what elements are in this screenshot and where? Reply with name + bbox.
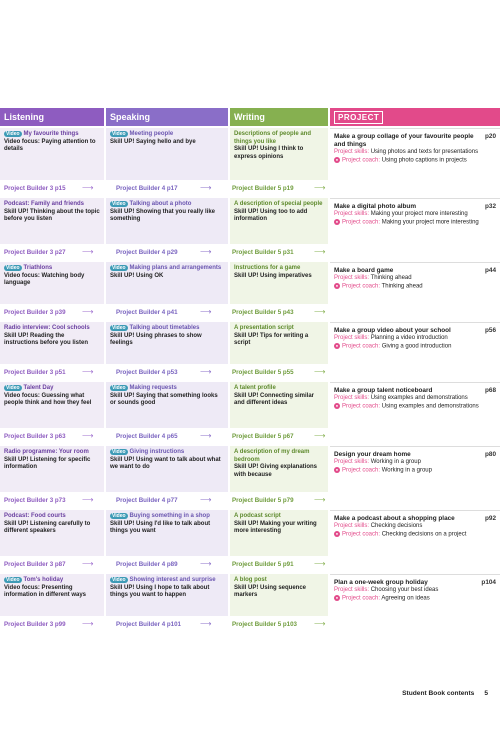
project-builder-link[interactable]: Project Builder 4 p65 [116, 433, 178, 440]
project-page: p44 [484, 267, 496, 274]
arrow-right-icon: ⟶ [82, 559, 94, 568]
writing-skill: Skill UP! Tips for writing a script [234, 332, 309, 347]
writing-skill: Skill UP! Using imperatives [234, 272, 312, 279]
listening-cell [0, 574, 104, 616]
writing-title: A talent profile [234, 385, 276, 391]
writing-cell [230, 322, 328, 364]
project-builder-link[interactable]: Project Builder 3 p73 [4, 497, 66, 504]
arrow-right-icon: ⟶ [314, 619, 326, 628]
speaking-skill: Skill UP! Using I hope to talk about things you want to happen [110, 584, 210, 599]
arrow-right-icon: ⟶ [314, 495, 326, 504]
project-builder-link[interactable]: Project Builder 3 p39 [4, 309, 66, 316]
project-title: p32 Make a digital photo album [334, 203, 496, 210]
project-builder-link[interactable]: Project Builder 3 p99 [4, 621, 66, 628]
writing-title: A blog post [234, 577, 267, 583]
project-builder-link[interactable]: Project Builder 3 p63 [4, 433, 66, 440]
writing-skill: Skill UP! Using I think to express opinions [234, 146, 304, 160]
speaking-cell [106, 128, 228, 180]
arrow-right-icon: ⟶ [200, 559, 212, 568]
project-builder-link[interactable]: Project Builder 3 p87 [4, 561, 66, 568]
listening-skill: Skill UP! Listening for specific information [4, 456, 91, 471]
project-cell [330, 322, 500, 364]
writing-cell [230, 128, 328, 180]
writing-cell [230, 262, 328, 304]
header-listening: Listening [0, 108, 104, 126]
writing-title: A presentation script [234, 325, 294, 331]
listening-skill: Skill UP! Reading the instructions before you listen [4, 332, 89, 347]
writing-cell [230, 446, 328, 492]
project-skills: Project skills: Making your project more interesting [334, 211, 468, 217]
project-builder-bar [0, 366, 500, 380]
writing-skill: Skill UP! Using sequence markers [234, 584, 307, 599]
listening-title: Podcast: Food courts [4, 513, 66, 519]
writing-cell [230, 382, 328, 428]
project-title: p80 Design your dream home [334, 451, 496, 458]
speaking-title: Video Meeting people [112, 131, 174, 137]
listening-cell [0, 322, 104, 364]
arrow-right-icon: ⟶ [82, 367, 94, 376]
project-skills: Project skills: Planning a video introduction [334, 335, 448, 341]
unit-row [0, 446, 500, 508]
project-builder-link[interactable]: Project Builder 5 p31 [232, 249, 294, 256]
listening-title: Podcast: Family and friends [4, 201, 85, 207]
project-page: p104 [481, 579, 496, 586]
arrow-right-icon: ⟶ [82, 183, 94, 192]
arrow-right-icon: ⟶ [82, 247, 94, 256]
project-title: p56 Make a group video about your school [334, 327, 496, 334]
coach-icon: ● [335, 594, 339, 600]
page-footer [402, 690, 488, 697]
speaking-cell [106, 510, 228, 556]
project-title: p92 Make a podcast about a shopping place [334, 515, 496, 522]
project-coach: ● Project coach: Using examples and demonstrations [335, 402, 479, 410]
project-builder-link[interactable]: Project Builder 4 p89 [116, 561, 178, 568]
project-builder-link[interactable]: Project Builder 3 p51 [4, 369, 66, 376]
project-builder-link[interactable]: Project Builder 5 p19 [232, 185, 294, 192]
writing-title: Descriptions of people and things you like [234, 131, 312, 145]
speaking-cell [106, 198, 228, 244]
listening-cell [0, 510, 104, 556]
arrow-right-icon: ⟶ [200, 307, 212, 316]
video-icon: Video [112, 385, 126, 391]
project-page: p92 [484, 515, 496, 522]
speaking-cell [106, 382, 228, 428]
coach-icon: ● [335, 156, 339, 162]
speaking-cell [106, 446, 228, 492]
project-skills: Project skills: Choosing your best ideas [334, 587, 439, 593]
speaking-title: Video Making requests [112, 385, 177, 391]
listening-title: Radio programme: Your room [4, 449, 89, 455]
project-title: p104 Plan a one-week group holiday [334, 579, 496, 586]
project-builder-link[interactable]: Project Builder 5 p103 [232, 621, 297, 628]
listening-cell [0, 128, 104, 180]
project-coach: ● Project coach: Thinking ahead [335, 282, 423, 290]
listening-cell [0, 262, 104, 304]
project-builder-link[interactable]: Project Builder 4 p29 [116, 249, 178, 256]
project-page: p20 [484, 133, 496, 140]
project-skills: Project skills: Checking decisions [334, 523, 423, 529]
project-coach: ● Project coach: Making your project more interesting [335, 218, 479, 226]
project-title: p20 Make a group collage of your favourite people and things [334, 133, 496, 148]
arrow-right-icon: ⟶ [200, 367, 212, 376]
project-skills: Project skills: Thinking ahead [334, 275, 412, 281]
writing-skill: Skill UP! Using too to add information [234, 208, 308, 223]
writing-title: Instructions for a game [234, 265, 301, 271]
project-coach: ● Project coach: Using photo captions in projects [335, 156, 467, 164]
listening-cell [0, 446, 104, 492]
writing-cell [230, 574, 328, 616]
speaking-cell [106, 574, 228, 616]
project-cell [330, 510, 500, 556]
coach-icon: ● [335, 530, 339, 536]
speaking-title: Video Talking about a photo [112, 201, 192, 207]
listening-title: Video My favourite things [6, 131, 79, 137]
project-page: p56 [484, 327, 496, 334]
arrow-right-icon: ⟶ [200, 619, 212, 628]
coach-icon: ● [335, 342, 339, 348]
writing-title: A description of special people [234, 201, 323, 207]
project-cell [330, 574, 500, 616]
unit-row [0, 198, 500, 260]
listening-title: Video Triathlons [6, 265, 53, 271]
arrow-right-icon: ⟶ [82, 619, 94, 628]
listening-title: Radio interview: Cool schools [4, 325, 90, 331]
video-icon: Video [6, 385, 20, 391]
arrow-right-icon: ⟶ [200, 183, 212, 192]
listening-title: Video Talent Day [6, 385, 54, 391]
unit-row [0, 382, 500, 444]
project-builder-bar [0, 618, 500, 632]
arrow-right-icon: ⟶ [314, 431, 326, 440]
project-builder-link[interactable]: Project Builder 5 p79 [232, 497, 294, 504]
listening-skill: Video focus: Presenting information in different ways [4, 584, 87, 599]
writing-skill: Skill UP! Connecting similar and different ideas [234, 392, 315, 407]
project-coach: ● Project coach: Giving a good introduction [335, 342, 452, 350]
video-icon: Video [112, 325, 126, 331]
footer-page-number: 5 [484, 690, 488, 697]
arrow-right-icon: ⟶ [200, 247, 212, 256]
project-page: p32 [484, 203, 496, 210]
listening-skill: Skill UP! Listening carefully to different speakers [4, 520, 91, 535]
project-builder-bar [0, 430, 500, 444]
unit-row [0, 574, 500, 632]
arrow-right-icon: ⟶ [82, 495, 94, 504]
project-cell [330, 128, 500, 180]
speaking-skill: Skill UP! Using OK [110, 272, 164, 279]
listening-cell [0, 382, 104, 428]
speaking-title: Video Giving instructions [112, 449, 185, 455]
speaking-skill: Skill UP! Using want to talk about what we want to do [110, 456, 221, 471]
project-page: p80 [484, 451, 496, 458]
project-cell [330, 198, 500, 244]
video-icon: Video [112, 131, 126, 137]
arrow-right-icon: ⟶ [314, 559, 326, 568]
unit-row [0, 128, 500, 196]
unit-row [0, 262, 500, 320]
video-icon: Video [112, 513, 126, 519]
arrow-right-icon: ⟶ [200, 495, 212, 504]
header-speaking: Speaking [106, 108, 228, 126]
project-builder-link[interactable]: Project Builder 5 p55 [232, 369, 294, 376]
project-coach: ● Project coach: Checking decisions on a project [335, 530, 467, 538]
speaking-skill: Skill UP! Using phrases to show feelings [110, 332, 202, 347]
speaking-title: Video Showing interest and surprise [112, 577, 216, 583]
arrow-right-icon: ⟶ [82, 431, 94, 440]
speaking-title: Video Making plans and arrangements [112, 265, 222, 271]
project-cell [330, 382, 500, 428]
header-project: PROJECT [330, 108, 500, 126]
project-page: p68 [484, 387, 496, 394]
listening-skill: Video focus: Paying attention to details [4, 138, 96, 153]
project-builder-bar [0, 182, 500, 196]
project-builder-link[interactable]: Project Builder 4 p101 [116, 621, 181, 628]
project-builder-bar [0, 246, 500, 260]
project-builder-link[interactable]: Project Builder 5 p67 [232, 433, 294, 440]
arrow-right-icon: ⟶ [200, 431, 212, 440]
project-cell [330, 262, 500, 304]
listening-skill: Video focus: Watching body language [4, 272, 85, 287]
listening-skill: Skill UP! Thinking about the topic before you listen [4, 208, 100, 223]
project-builder-link[interactable]: Project Builder 3 p15 [4, 185, 66, 192]
writing-cell [230, 510, 328, 556]
video-icon: Video [6, 577, 20, 583]
project-coach: ● Project coach: Agreeing on ideas [335, 594, 430, 602]
project-builder-link[interactable]: Project Builder 4 p77 [116, 497, 178, 504]
project-skills: Project skills: Using examples and demonstrations [334, 395, 468, 401]
unit-row [0, 322, 500, 380]
arrow-right-icon: ⟶ [314, 247, 326, 256]
project-title: p68 Make a group talent noticeboard [334, 387, 496, 394]
coach-icon: ● [335, 218, 339, 224]
project-builder-bar [0, 306, 500, 320]
project-cell [330, 446, 500, 492]
header-writing: Writing [230, 108, 328, 126]
listening-skill: Video focus: Guessing what people think and how they feel [4, 392, 92, 407]
coach-icon: ● [335, 466, 339, 472]
coach-icon: ● [335, 402, 339, 408]
project-skills: Project skills: Working in a group [334, 459, 421, 465]
speaking-skill: Skill UP! Using I'd like to talk about things you want [110, 520, 211, 535]
speaking-title: Video Buying something in a shop [112, 513, 210, 519]
project-builder-link[interactable]: Project Builder 5 p43 [232, 309, 294, 316]
project-builder-link[interactable]: Project Builder 4 p41 [116, 309, 178, 316]
speaking-title: Video Talking about timetables [112, 325, 200, 331]
listening-title: Video Tom's holiday [6, 577, 64, 583]
writing-cell [230, 198, 328, 244]
listening-cell [0, 198, 104, 244]
video-icon: Video [6, 265, 20, 271]
project-coach: ● Project coach: Working in a group [335, 466, 432, 474]
project-builder-link[interactable]: Project Builder 4 p17 [116, 185, 178, 192]
video-icon: Video [6, 131, 20, 137]
writing-title: A description of my dream bedroom [234, 449, 310, 463]
video-icon: Video [112, 577, 126, 583]
arrow-right-icon: ⟶ [314, 183, 326, 192]
coach-icon: ● [335, 282, 339, 288]
video-icon: Video [112, 201, 126, 207]
video-icon: Video [112, 265, 126, 271]
project-builder-link[interactable]: Project Builder 3 p27 [4, 249, 66, 256]
unit-row [0, 510, 500, 572]
arrow-right-icon: ⟶ [82, 307, 94, 316]
writing-skill: Skill UP! Giving explanations with because [234, 464, 318, 478]
writing-title: A podcast script [234, 513, 281, 519]
project-builder-link[interactable]: Project Builder 5 p91 [232, 561, 294, 568]
speaking-cell [106, 322, 228, 364]
video-icon: Video [112, 449, 126, 455]
footer-label: Student Book contents [402, 690, 475, 697]
project-title: p44 Make a board game [334, 267, 496, 274]
writing-skill: Skill UP! Making your writing more interesting [234, 520, 317, 535]
arrow-right-icon: ⟶ [314, 367, 326, 376]
speaking-skill: Skill UP! Saying hello and bye [110, 138, 196, 145]
project-builder-bar [0, 494, 500, 508]
arrow-right-icon: ⟶ [314, 307, 326, 316]
speaking-cell [106, 262, 228, 304]
project-builder-bar [0, 558, 500, 572]
project-skills: Project skills: Using photos and texts for presentations [334, 149, 479, 155]
project-builder-link[interactable]: Project Builder 4 p53 [116, 369, 178, 376]
speaking-skill: Skill UP! Saying that something looks or sounds good [110, 392, 218, 407]
speaking-skill: Skill UP! Showing that you really like something [110, 208, 216, 223]
